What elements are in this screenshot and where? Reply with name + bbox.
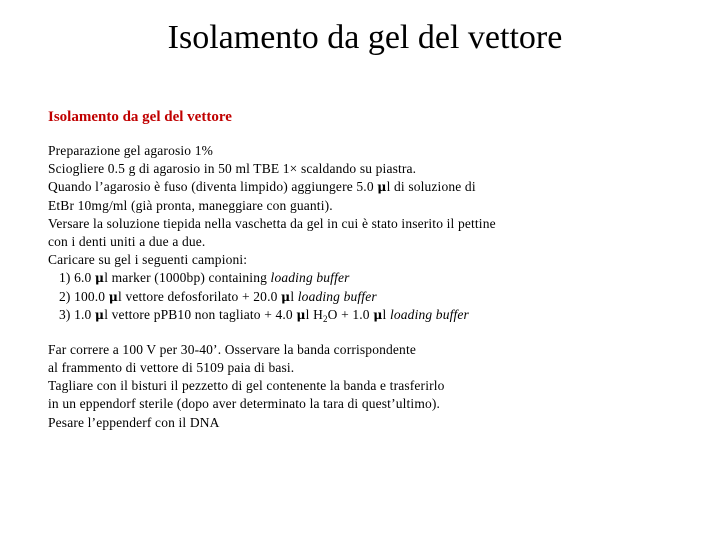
text-line: al frammento di vettore di 5109 paia di basi. — [48, 360, 295, 376]
list-number: 2) — [59, 288, 71, 304]
italic-term: loading buffer — [297, 288, 377, 304]
list-number: 1) — [59, 270, 71, 286]
micro-symbol: μ — [94, 306, 105, 322]
text-line: in un eppendorf sterile (dopo aver determinato la tara di quest’ultimo). — [48, 396, 441, 412]
micro-symbol: μ — [377, 179, 387, 195]
text-segment: l marker (1000bp) containing — [104, 270, 271, 286]
text-line: Preparazione gel agarosio 1% — [48, 143, 214, 158]
micro-symbol: μ — [108, 288, 119, 304]
text-segment: 1.0 — [70, 306, 95, 322]
text-line: Sciogliere 0.5 g di agarosio in 50 ml TBE 1× scaldando su piastra. — [48, 161, 417, 177]
text-line: con i denti uniti a due a due. — [48, 233, 206, 249]
text-segment: l vettore pPB10 non tagliato + 4.0 — [104, 306, 297, 322]
text-line: Tagliare con il bisturi il pezzetto di gel contenente la banda e trasferirlo — [48, 378, 445, 394]
list-item — [48, 269, 688, 287]
protocol-text — [48, 142, 688, 432]
text-segment: Quando l’agarosio è fuso (diventa limpido) aggiungere 5.0 — [48, 179, 378, 195]
paragraph-gap — [48, 324, 688, 341]
text-line: Pesare l’eppenderf con il DNA — [48, 414, 220, 430]
italic-term: loading buffer — [389, 306, 469, 322]
text-segment: O + 1.0 — [327, 306, 374, 322]
text-line: Versare la soluzione tiepida nella vaschetta da gel in cui è stato inserito il pettine — [48, 215, 496, 231]
section-heading: Isolamento da gel del vettore — [48, 109, 232, 125]
text-segment: l vettore defosforilato + 20.0 — [118, 288, 282, 304]
list-item — [48, 306, 688, 324]
italic-term: loading buffer — [270, 270, 350, 286]
text-line: Far correre a 100 V per 30-40’. Osservare la banda corrispondente — [48, 341, 416, 357]
text-segment: 6.0 — [70, 270, 95, 286]
text-segment: l di soluzione di — [386, 179, 476, 195]
text-segment: 100.0 — [70, 288, 109, 304]
text-segment: l — [382, 306, 390, 322]
text-segment: l H — [305, 306, 323, 322]
text-line — [48, 178, 688, 196]
micro-symbol: μ — [296, 306, 306, 322]
text-line: EtBr 10mg/ml (già pronta, maneggiare con guanti). — [48, 197, 333, 213]
micro-symbol: μ — [373, 306, 383, 322]
subscript: 2 — [322, 313, 328, 324]
micro-symbol: μ — [94, 270, 105, 286]
text-line: Caricare su gel i seguenti campioni: — [48, 252, 248, 268]
micro-symbol: μ — [281, 288, 291, 304]
list-item — [48, 288, 688, 306]
list-number: 3) — [59, 306, 71, 322]
slide-title: Isolamento da gel del vettore — [167, 19, 563, 56]
text-segment: l — [290, 288, 298, 304]
